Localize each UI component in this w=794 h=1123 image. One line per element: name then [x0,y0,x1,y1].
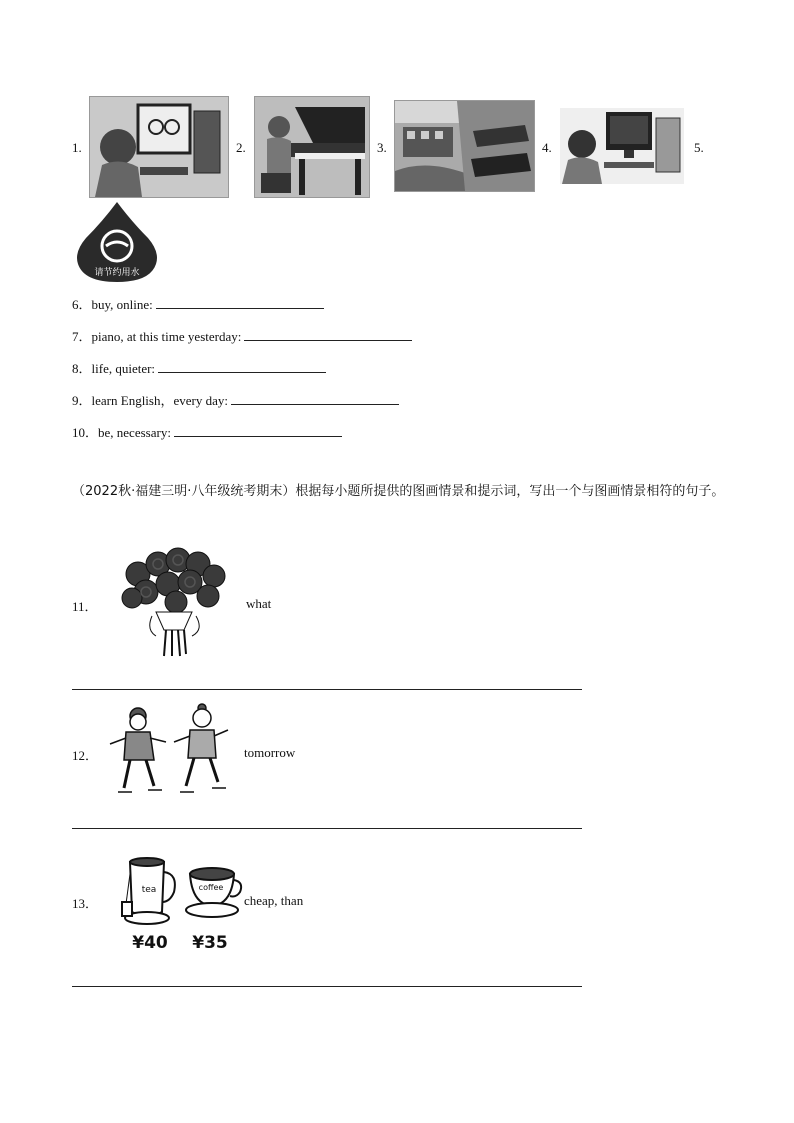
question-12-number: 12． [72,748,99,763]
question-12-hint: tomorrow [244,745,296,760]
question-10-prompt: be, necessary: [98,425,171,440]
question-6 [72,294,324,313]
tea-cup-label: tea [141,885,157,895]
answer-line-12[interactable] [72,828,582,829]
coffee-cup-label: coffee [198,883,224,892]
picture-number-2: 2. [236,140,246,155]
question-6-number: 6． [72,297,92,312]
answer-blank-7[interactable] [244,328,412,341]
picture-number-3: 3. [377,140,387,155]
computer-study-image [560,108,684,184]
question-7 [72,326,412,345]
water-drop-image [72,200,162,284]
answer-blank-9[interactable] [231,392,399,405]
picture-number-4: 4. [542,140,552,155]
ice-skating-image [106,700,234,800]
question-9-prompt: learn English，every day: [91,393,228,408]
question-7-prompt: piano, at this time yesterday: [91,329,242,344]
answer-line-13[interactable] [72,986,582,987]
tea-coffee-price-image [116,852,244,956]
question-11-hint: what [246,596,272,611]
answer-blank-6[interactable] [156,296,324,309]
answer-blank-8[interactable] [158,360,326,373]
question-10 [72,422,342,441]
question-10-number: 10． [72,425,99,440]
question-9-number: 9． [72,393,92,408]
question-8 [72,358,326,377]
question-9 [72,390,399,409]
city-country-image [394,100,535,192]
question-13-number: 13． [72,896,99,911]
question-11-number: 11． [72,599,98,614]
water-drop-caption: 请节约用水 [94,268,140,278]
coffee-price: ¥35 [192,933,228,953]
picture-number-5: 5. [694,140,704,155]
tea-price: ¥40 [132,933,168,953]
section-instructions: （2022秋·福建三明·八年级统考期末）根据每小题所提供的图画情景和提示词，写出一个与图画情景相符的句子。 [72,484,725,499]
answer-line-11[interactable] [72,689,582,690]
question-6-prompt: buy, online: [91,297,153,312]
flower-bouquet-image [116,546,232,658]
piano-playing-image [254,96,370,198]
question-7-number: 7． [72,329,92,344]
question-8-number: 8． [72,361,92,376]
answer-blank-10[interactable] [174,424,342,437]
question-8-prompt: life, quieter: [91,361,156,376]
computer-shopping-image [89,96,229,198]
question-13-hint: cheap, than [244,893,304,908]
picture-number-1: 1. [72,140,82,155]
